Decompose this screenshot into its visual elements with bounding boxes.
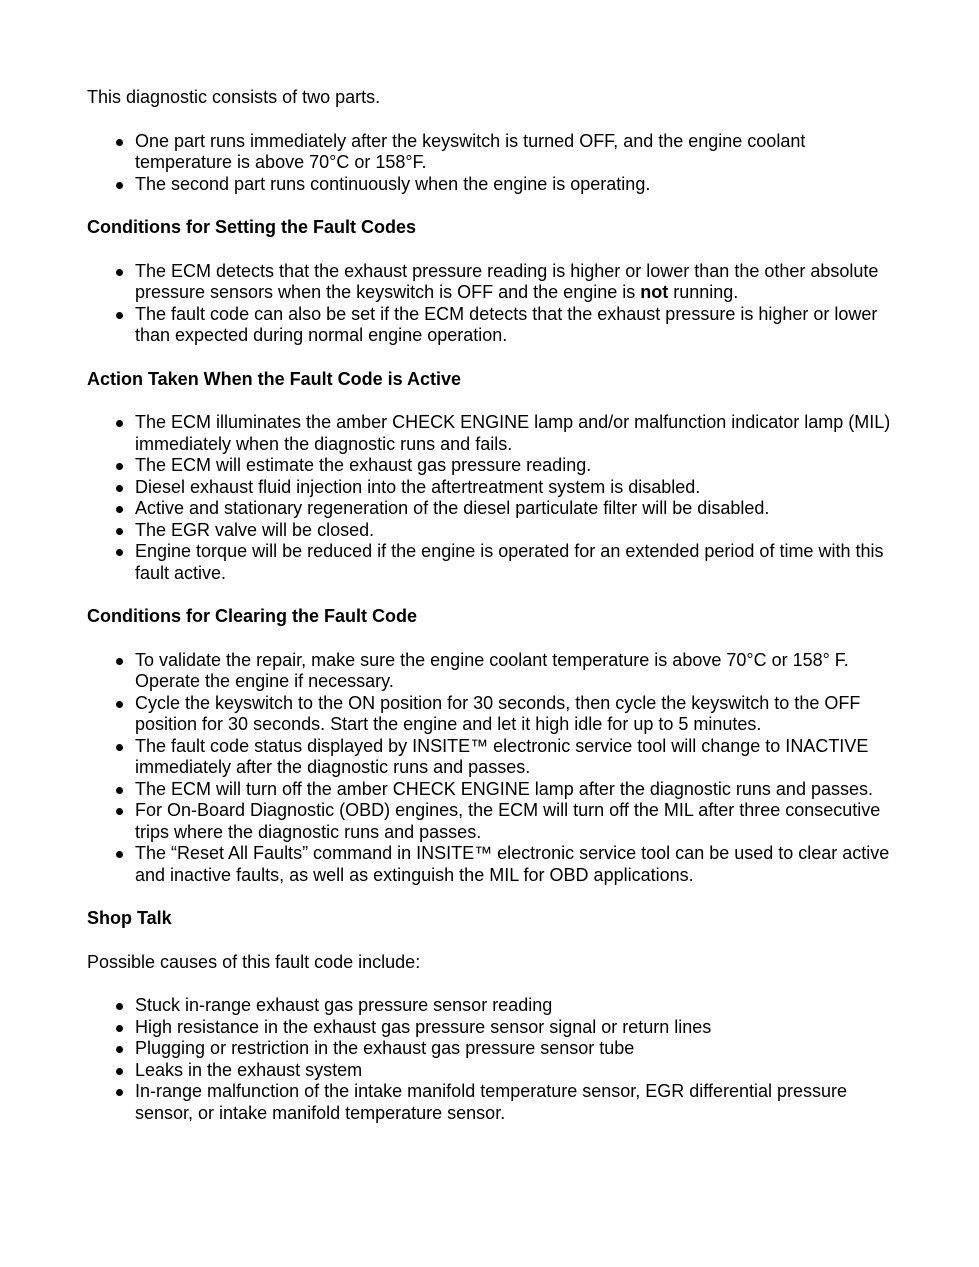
list-item: In-range malfunction of the intake manifold temperature sensor, EGR differential pressure sensor, or intake manifold temperature sensor.: [135, 1081, 907, 1124]
setting-heading: Conditions for Setting the Fault Codes: [87, 217, 416, 237]
list-item: One part runs immediately after the keyswitch is turned OFF, and the engine coolant temperature is above 70°C or 158°F.: [135, 131, 907, 174]
list-item: The fault code status displayed by INSITE™ electronic service tool will change to INACTIVE immediately after the diagnostic runs and passes.: [135, 736, 907, 779]
list-item: High resistance in the exhaust gas pressure sensor signal or return lines: [135, 1017, 907, 1039]
bullet-icon: [116, 1025, 123, 1032]
bullet-icon: [116, 420, 123, 427]
bullet-icon: [116, 744, 123, 751]
list-item: The second part runs continuously when the engine is operating.: [135, 174, 907, 196]
bullet-icon: [116, 139, 123, 146]
list-item: To validate the repair, make sure the engine coolant temperature is above 70°C or 158° F. Operate the engine if necessary.: [135, 650, 907, 693]
list-item: For On-Board Diagnostic (OBD) engines, the ECM will turn off the MIL after three consecutive trips where the diagnostic runs and passes.: [135, 800, 907, 843]
list-item: The ECM will estimate the exhaust gas pressure reading.: [135, 455, 907, 477]
causes-list: [87, 995, 907, 1124]
bullet-icon: [116, 1068, 123, 1075]
bullet-icon: [116, 463, 123, 470]
clearing-heading: Conditions for Clearing the Fault Code: [87, 606, 417, 626]
bullet-icon: [116, 1046, 123, 1053]
bullet-icon: [116, 506, 123, 513]
document-page: [87, 87, 907, 1146]
intro-paragraph: This diagnostic consists of two parts.: [87, 87, 381, 107]
bullet-icon: [116, 182, 123, 189]
clearing-list: [87, 650, 907, 887]
setting-list: [87, 261, 907, 347]
list-item: Stuck in-range exhaust gas pressure sensor reading: [135, 995, 907, 1017]
bullet-icon: [116, 549, 123, 556]
bullet-icon: [116, 269, 123, 276]
bullet-icon: [116, 528, 123, 535]
shop-talk-intro: Possible causes of this fault code include:: [87, 951, 421, 972]
bullet-icon: [116, 808, 123, 815]
emphasis-text: not: [640, 282, 669, 302]
bullet-icon: [116, 1003, 123, 1010]
list-item: The ECM detects that the exhaust pressure reading is higher or lower than the other absolute pressure sensors when the keyswitch is OFF and the engine is not running.: [135, 261, 907, 304]
list-item: Plugging or restriction in the exhaust gas pressure sensor tube: [135, 1038, 907, 1060]
bullet-icon: [116, 485, 123, 492]
list-item: Active and stationary regeneration of the diesel particulate filter will be disabled.: [135, 498, 907, 520]
action-list: [87, 412, 907, 584]
action-heading: Action Taken When the Fault Code is Active: [87, 368, 462, 389]
list-item: Diesel exhaust fluid injection into the aftertreatment system is disabled.: [135, 477, 907, 499]
bullet-icon: [116, 658, 123, 665]
intro-list: [87, 131, 907, 196]
list-item: The fault code can also be set if the ECM detects that the exhaust pressure is higher or lower than expected during normal engine operation.: [135, 304, 907, 347]
list-item: The EGR valve will be closed.: [135, 520, 907, 542]
list-item: Leaks in the exhaust system: [135, 1060, 907, 1082]
list-item: The ECM will turn off the amber CHECK ENGINE lamp after the diagnostic runs and passes.: [135, 779, 907, 801]
shop-talk-heading: Shop Talk: [87, 908, 172, 928]
list-item: Cycle the keyswitch to the ON position for 30 seconds, then cycle the keyswitch to the OFF position for 30 seconds. Start the engine and let it high idle for up to 5 minutes.: [135, 693, 907, 736]
bullet-icon: [116, 787, 123, 794]
list-item: The “Reset All Faults” command in INSITE™ electronic service tool can be used to clear active and inactive faults, as well as extinguish the MIL for OBD applications.: [135, 843, 907, 886]
bullet-icon: [116, 312, 123, 319]
list-item: The ECM illuminates the amber CHECK ENGINE lamp and/or malfunction indicator lamp (MIL) immediately when the diagnostic runs and fails.: [135, 412, 907, 455]
bullet-icon: [116, 701, 123, 708]
list-item: Engine torque will be reduced if the engine is operated for an extended period of time with this fault active.: [135, 541, 907, 584]
bullet-icon: [116, 1089, 123, 1096]
bullet-icon: [116, 851, 123, 858]
